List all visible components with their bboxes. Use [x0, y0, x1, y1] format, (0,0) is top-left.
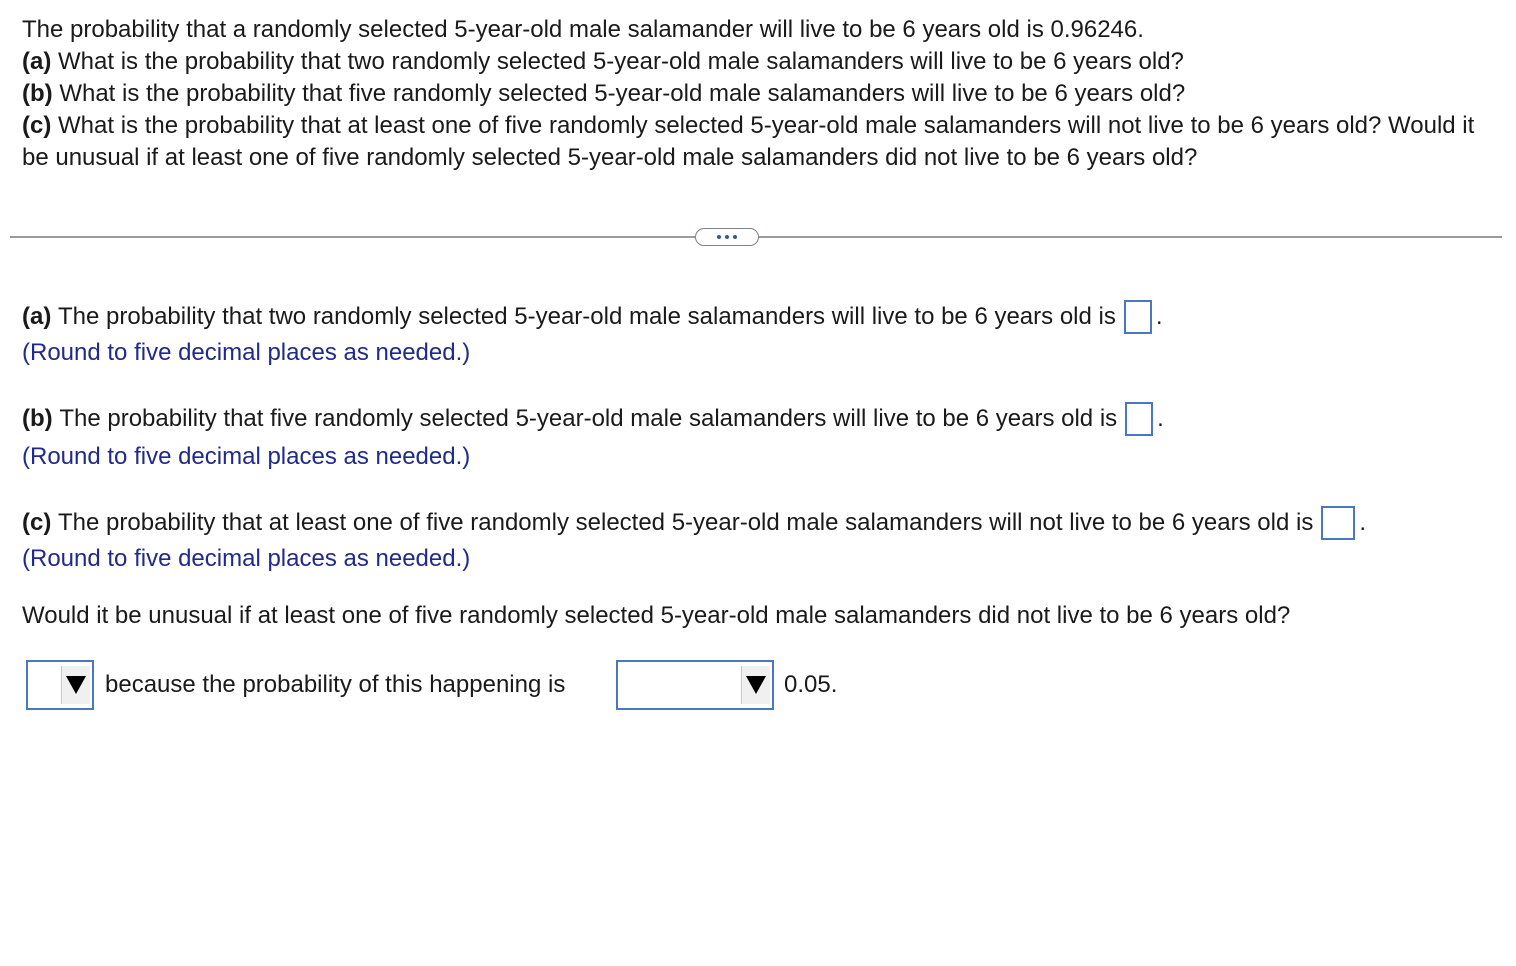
more-button[interactable]: [695, 228, 759, 246]
ellipsis-icon: [733, 235, 737, 239]
part-a-label: (a): [22, 48, 52, 75]
answer-b-hint: (Round to five decimal places as needed.): [22, 443, 471, 470]
triangle-down-icon: [741, 666, 770, 704]
answer-c-period: .: [1359, 509, 1366, 536]
answer-b-row: [22, 402, 1164, 436]
answer-a-input[interactable]: [1124, 300, 1152, 334]
question-text: [22, 14, 1492, 174]
answer-b-period: .: [1157, 405, 1164, 432]
part-c-label: (c): [22, 112, 52, 139]
part-c-text: What is the probability that at least one of five randomly selected 5-year-old male salamanders will not live to be 6 years old? Would it be unusual if at least one of five randomly selected 5-year-old male salamanders did not live to be 6 years old?: [22, 112, 1475, 171]
question-part-c: [22, 110, 1492, 174]
unusual-question: Would it be unusual if at least one of five randomly selected 5-year-old male salamanders did not live to be 6 years old?: [22, 602, 1291, 629]
unusual-select[interactable]: [26, 660, 94, 710]
triangle-down-icon: [61, 666, 90, 704]
answer-c-label: (c): [22, 509, 52, 536]
part-b-label: (b): [22, 80, 53, 107]
answer-a-hint: (Round to five decimal places as needed.): [22, 339, 471, 366]
ellipsis-icon: [725, 235, 729, 239]
ellipsis-icon: [717, 235, 721, 239]
answer-c-text: The probability that at least one of five randomly selected 5-year-old male salamanders will not live to be 6 years old is: [58, 509, 1314, 536]
because-text: because the probability of this happening is: [105, 671, 566, 698]
threshold-text: 0.05.: [784, 671, 838, 698]
answer-c-input[interactable]: [1321, 506, 1355, 540]
comparison-select[interactable]: [616, 660, 774, 710]
question-part-b: [22, 78, 1492, 110]
question-intro: The probability that a randomly selected 5-year-old male salamander will live to be 6 years old is 0.96246.: [22, 16, 1144, 43]
answer-a-text: The probability that two randomly selected 5-year-old male salamanders will live to be 6 years old is: [58, 303, 1116, 330]
answer-b-label: (b): [22, 405, 53, 432]
answer-a-label: (a): [22, 303, 52, 330]
answer-c-hint: (Round to five decimal places as needed.): [22, 545, 471, 572]
answer-a-row: [22, 300, 1163, 334]
answer-b-input[interactable]: [1125, 402, 1153, 436]
answer-b-text: The probability that five randomly selected 5-year-old male salamanders will live to be 6 years old is: [59, 405, 1118, 432]
part-b-text: What is the probability that five randomly selected 5-year-old male salamanders will live to be 6 years old?: [59, 80, 1186, 107]
question-part-a: [22, 46, 1492, 78]
answer-c-row: [22, 506, 1366, 540]
part-a-text: What is the probability that two randomly selected 5-year-old male salamanders will live to be 6 years old?: [58, 48, 1184, 75]
answer-a-period: .: [1155, 303, 1163, 330]
